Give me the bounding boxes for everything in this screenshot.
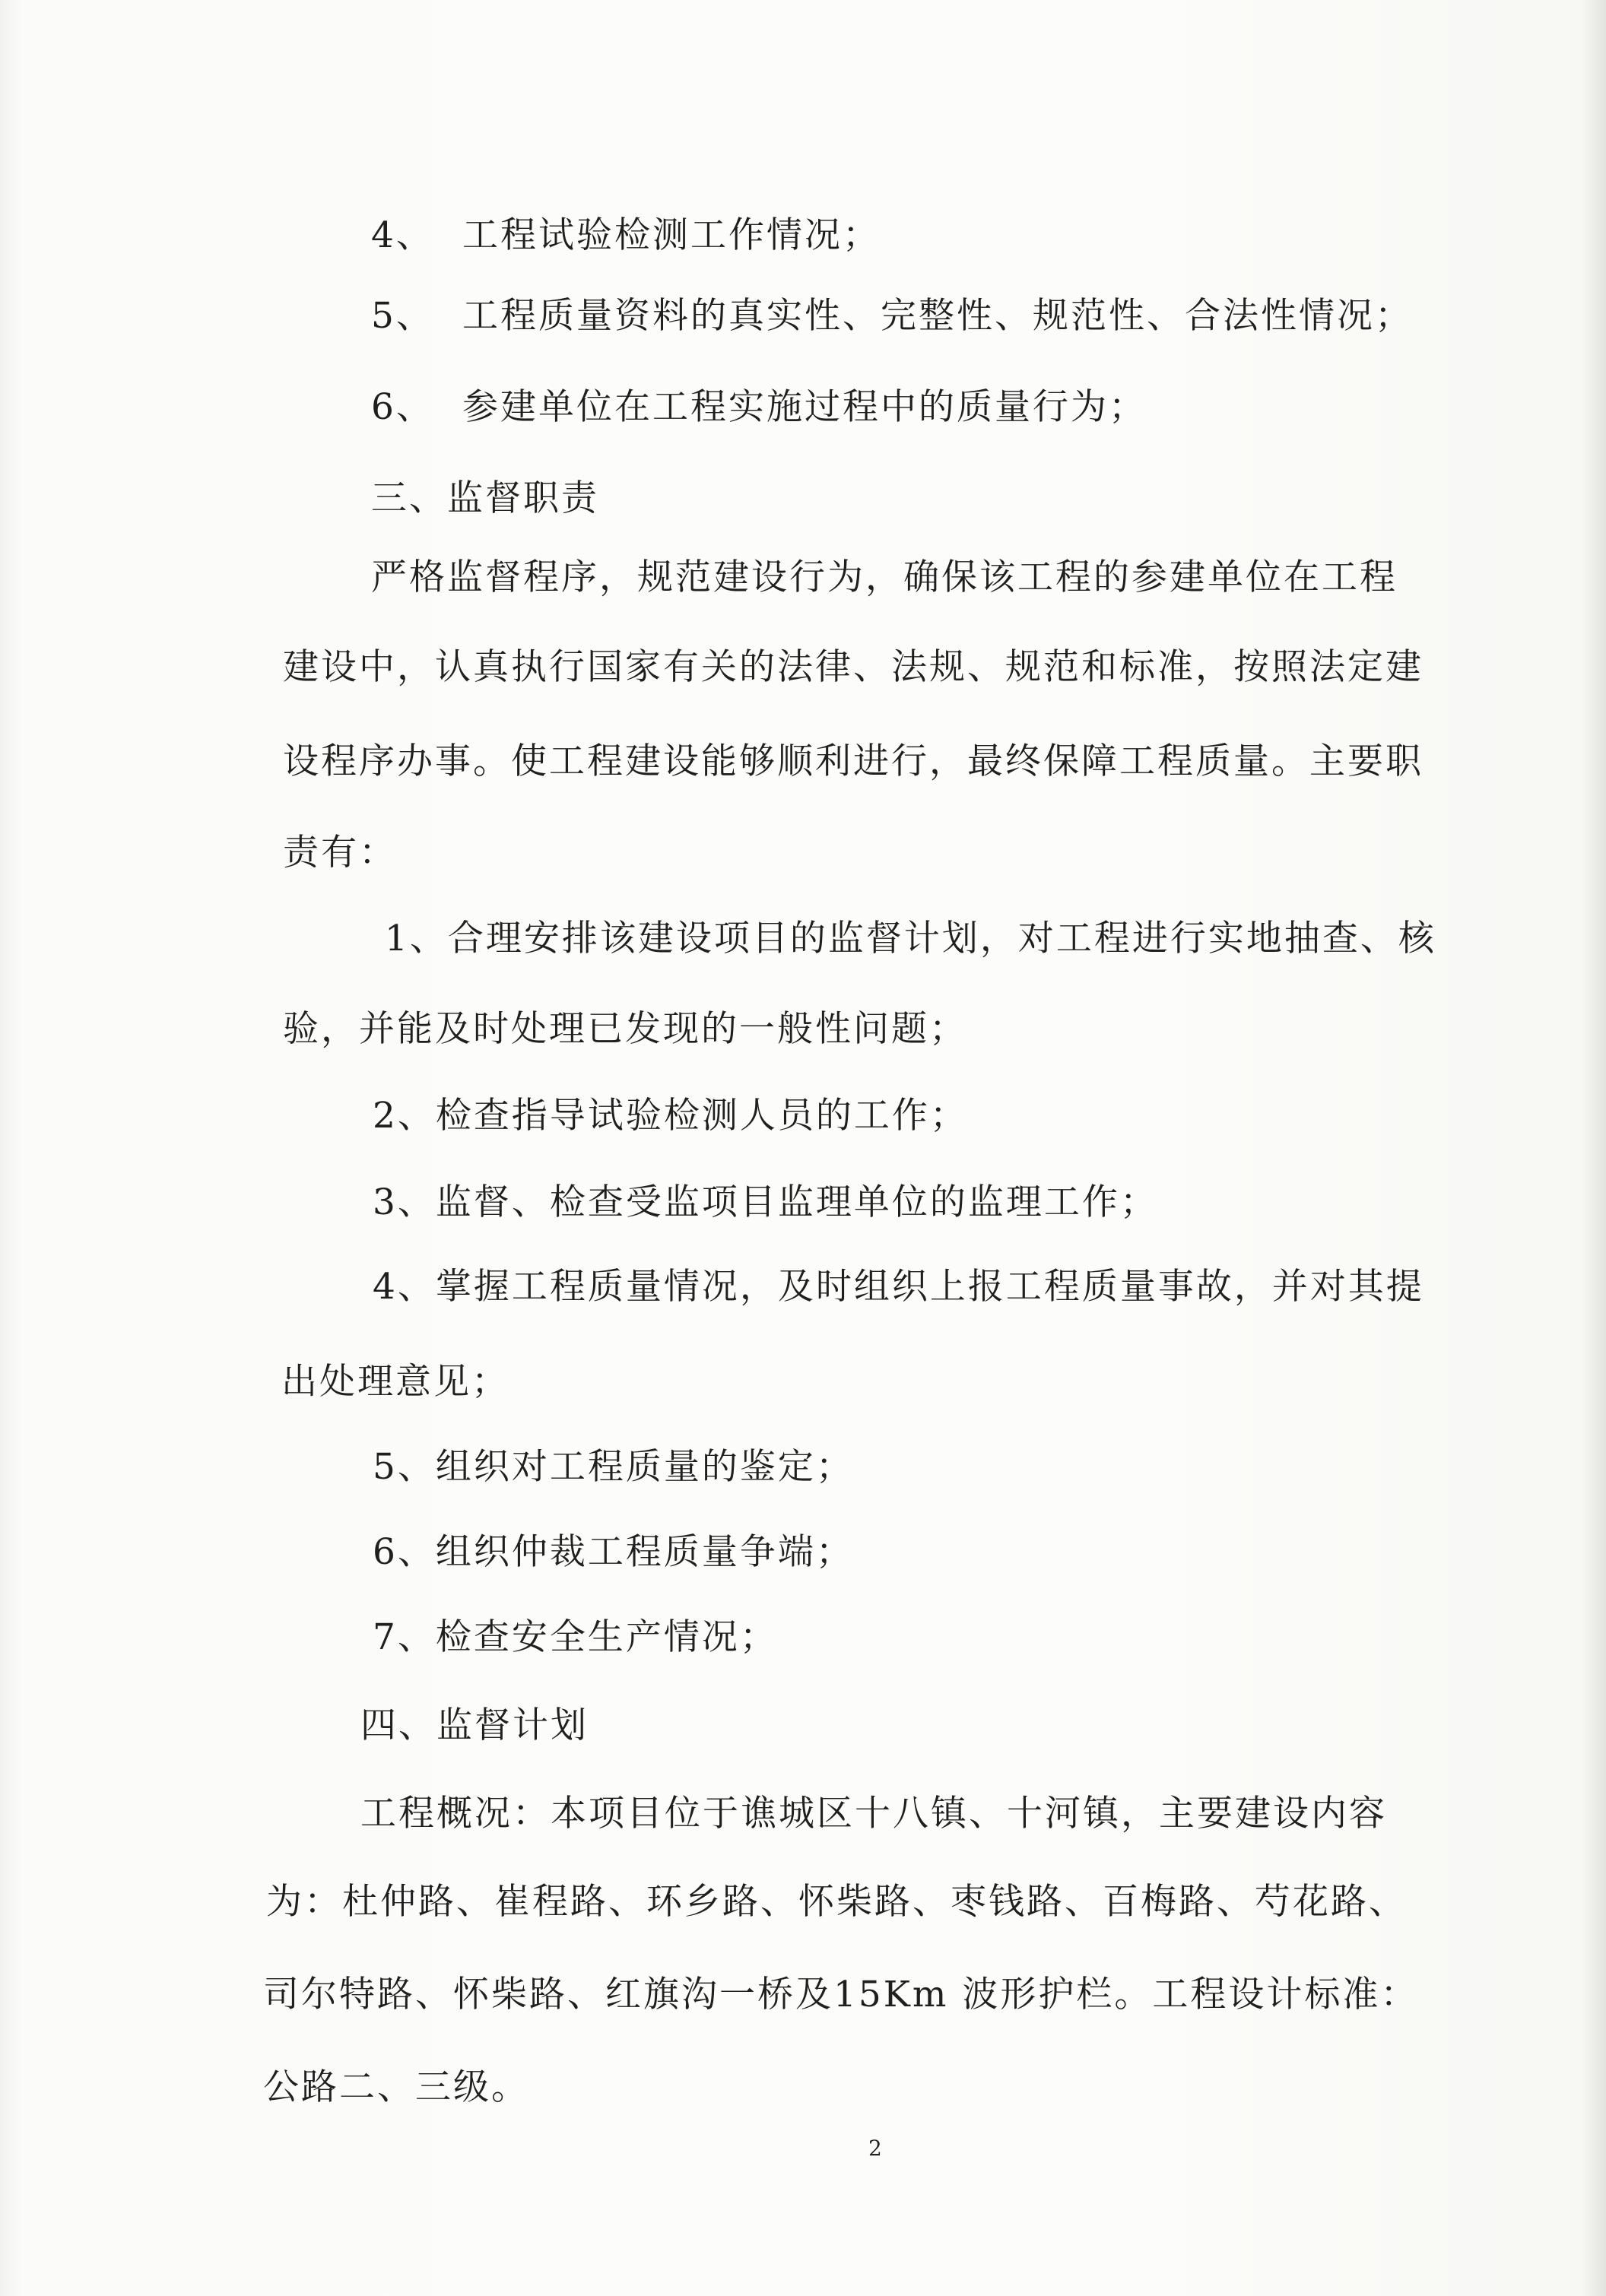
section-heading-plan: 四、监督计划 [360, 1705, 589, 1746]
page-edge-shadow [1580, 0, 1606, 2296]
item-text: 参建单位在工程实施过程中的质量行为； [462, 386, 1147, 428]
duty-item-2: 2、检查指导试验检测人员的工作； [373, 1095, 968, 1137]
duty-item-6: 6、组织仲裁工程质量争端； [373, 1531, 854, 1573]
item-text: 工程试验检测工作情况； [462, 214, 881, 256]
section-heading-duties: 三、监督职责 [371, 477, 599, 519]
project-overview-line: 工程概况：本项目位于谯城区十八镇、十河镇，主要建设内容 [360, 1793, 1387, 1835]
paragraph-line: 建设中，认真执行国家有关的法律、法规、规范和标准，按照法定建 [283, 646, 1424, 688]
project-overview-line: 为：杜仲路、崔程路、环乡路、怀柴路、枣钱路、百梅路、芍花路、 [266, 1881, 1407, 1923]
project-overview-line: 司尔特路、怀柴路、红旗沟一桥及15Km 波形护栏。工程设计标准： [263, 1974, 1419, 2015]
duty-item-7: 7、检查安全生产情况； [373, 1616, 778, 1658]
duty-item-5: 5、组织对工程质量的鉴定； [373, 1446, 854, 1488]
paragraph-line: 设程序办事。使工程建设能够顺利进行，最终保障工程质量。主要职 [283, 740, 1424, 782]
item-number: 5、 [371, 295, 434, 337]
item-number: 6、 [371, 386, 434, 428]
line-item-4 [371, 213, 881, 258]
duty-item-1: 1、合理安排该建设项目的监督计划，对工程进行实地抽查、核 [385, 918, 1436, 959]
duty-item-1-continued: 验，并能及时处理已发现的一般性问题； [283, 1008, 967, 1050]
project-overview-line: 公路二、三级。 [263, 2066, 529, 2108]
duty-item-3: 3、监督、检查受监项目监理单位的监理工作； [373, 1181, 1158, 1223]
item-text: 工程质量资料的真实性、完整性、规范性、合法性情况； [462, 295, 1413, 337]
duty-item-4: 4、掌握工程质量情况，及时组织上报工程质量事故，并对其提 [373, 1266, 1424, 1308]
line-item-6 [371, 385, 1147, 430]
paragraph-line: 严格监督程序，规范建设行为，确保该工程的参建单位在工程 [371, 557, 1398, 598]
paragraph-line: 责有： [283, 832, 397, 874]
item-number: 4、 [371, 214, 434, 256]
page-number: 2 [868, 2136, 882, 2161]
line-item-5 [371, 293, 1413, 339]
duty-item-4-continued: 出处理意见； [281, 1361, 509, 1403]
